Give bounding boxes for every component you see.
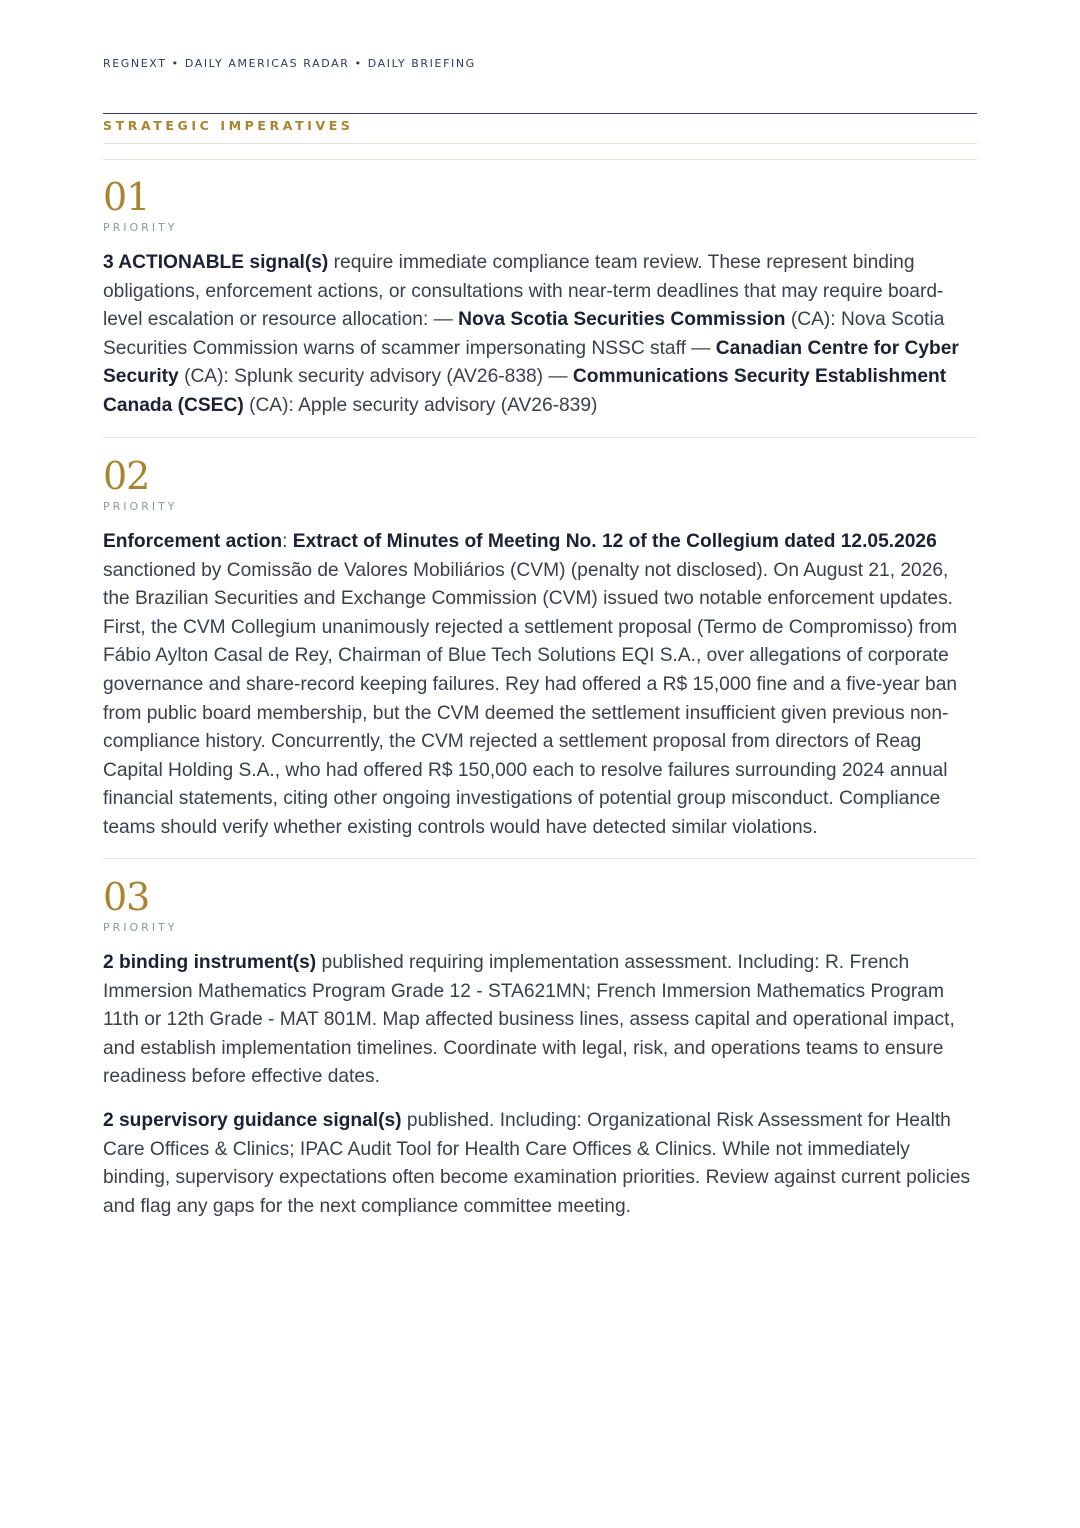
priority-paragraph: 2 supervisory guidance signal(s) published. Including: Organizational Risk Assessment for Health Care Offices & Clinics; IPAC Audit Tool for Health Care Offices & Clinics. While not immediately binding, supervisory expectations often become examination priorities. Review against current policies and flag any gaps for the next compliance committee meeting.	[103, 1109, 971, 1217]
section-rule-top	[103, 143, 977, 144]
priority-block-02	[103, 456, 977, 843]
priority-divider	[103, 858, 977, 859]
section-label: STRATEGIC IMPERATIVES	[103, 118, 354, 133]
priority-kicker: PRIORITY	[103, 500, 178, 513]
signal-lead: 2 supervisory guidance signal(s)	[103, 1109, 402, 1131]
priority-number: 02	[103, 454, 150, 498]
priority-number: 01	[103, 175, 150, 219]
priority-block-01	[103, 177, 977, 421]
priority-block-03	[103, 877, 977, 1221]
regulator-name: Nova Scotia Securities Commission	[458, 309, 786, 331]
signal-lead: 3 ACTIONABLE signal(s)	[103, 252, 329, 273]
header-rule	[103, 113, 977, 114]
signal-lead: 2 binding instrument(s)	[103, 952, 317, 973]
running-header: REGNEXT • DAILY AMERICAS RADAR • DAILY BRIEFING	[103, 57, 476, 70]
priority-kicker: PRIORITY	[103, 221, 178, 234]
priority-divider	[103, 437, 977, 438]
priority-paragraph: Enforcement action: Extract of Minutes of Meeting No. 12 of the Collegium dated 12.05.2026 sanctioned by Comissão de Valores Mobiliários (CVM) (penalty not disclosed). On August 21, 2026, the Brazilian Securities and Exchange Commission (CVM) issued two notable enforcement updates. First, the CVM Collegium unanimously rejected a settlement proposal (Termo de Compromisso) from Fábio Aylton Casal de Rey, Chairman of Blue Tech Solutions EQI S.A., over allegations of corporate governance and share-record keeping failures. Rey had offered a R$ 15,000 fine and a five-year ban from public board membership, but the CVM deemed the settlement insufficient given previous non-compliance history. Concurrently, the CVM rejected a settlement proposal from directors of Reag Capital Holding S.A., who had offered R$ 150,000 each to resolve failures surrounding 2024 annual financial statements, citing other ongoing investigations of potential group misconduct. Compliance teams should verify whether existing controls would have detected similar violations.	[103, 531, 958, 838]
priority-paragraph: 3 ACTIONABLE signal(s) require immediate compliance team review. These represent binding obligations, enforcement actions, or consultations with near-term deadlines that may require board-level escalation or resource allocation: — Nova Scotia Securities Commission (CA): Nova Scotia Securities Commission warns of scammer impersonating NSSC staff — Canadian Centre for Cyber Security (CA): Splunk security advisory (AV26-838) — Communications Security Establishment Canada (CSEC) (CA): Apple security advisory (AV26-839)	[103, 252, 959, 416]
priority-kicker: PRIORITY	[103, 921, 178, 934]
section-rule-bottom	[103, 159, 977, 160]
regulator-name: Canadian Centre for Cyber Security	[103, 337, 959, 388]
regulator-name: Communications Security Establishment Canada (CSEC)	[103, 366, 947, 416]
priority-number: 03	[103, 875, 150, 919]
priority-paragraph: 2 binding instrument(s) published requiring implementation assessment. Including: R. French Immersion Mathematics Program Grade 12 - STA621MN; French Immersion Mathematics Program 11th or 12th Grade - MAT 801M. Map affected business lines, assess capital and operational impact, and establish implementation timelines. Coordinate with legal, risk, and operations teams to ensure readiness before effective dates.	[103, 952, 955, 1088]
enforcement-title: Extract of Minutes of Meeting No. 12 of the Collegium dated 12.05.2026	[292, 531, 937, 552]
enforcement-lead: Enforcement action	[103, 531, 283, 552]
